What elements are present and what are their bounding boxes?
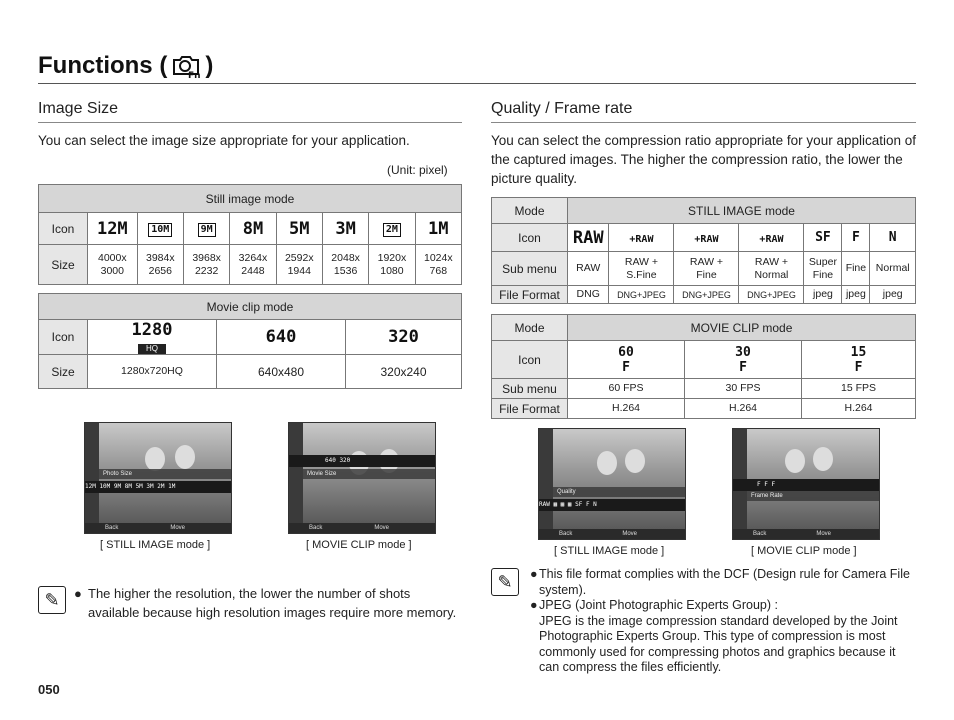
size-3m-icon: 3M bbox=[322, 213, 368, 245]
format-value: DNG bbox=[568, 286, 609, 304]
still-quality-table bbox=[491, 197, 916, 304]
raw-sfine-icon: +RAW bbox=[609, 224, 674, 252]
format-value: DNG+JPEG bbox=[739, 286, 804, 304]
quality-description: You can select the compression ratio appropriate for your application of the captured images. The higher the compression ratio, the lower the picture quality. bbox=[491, 133, 916, 186]
size-8m-icon: 8M bbox=[230, 213, 276, 245]
still-caption: [ STILL IMAGE mode ] bbox=[100, 539, 211, 551]
size-value: 1280x720HQ bbox=[88, 355, 217, 389]
move-label: Move bbox=[170, 525, 186, 531]
back-label: Back bbox=[753, 531, 767, 537]
still-caption: [ STILL IMAGE mode ] bbox=[554, 545, 665, 557]
movie-header: MOVIE CLIP mode bbox=[568, 315, 916, 341]
icons-row: 640 320 bbox=[289, 455, 435, 467]
submenu-value: Super Fine bbox=[804, 252, 842, 286]
submenu-label: Sub menu bbox=[492, 379, 568, 399]
camera-fn-icon bbox=[171, 53, 201, 79]
title-rule bbox=[38, 83, 916, 84]
submenu-value: RAW + S.Fine bbox=[609, 252, 674, 286]
superfine-icon: SF bbox=[804, 224, 842, 252]
format-value: jpeg bbox=[870, 286, 916, 304]
icon-label: Icon bbox=[39, 213, 88, 245]
submenu-value: 15 FPS bbox=[802, 379, 916, 399]
fps-15-icon: 15 F bbox=[802, 341, 916, 379]
unit-note: (Unit: pixel) bbox=[387, 163, 448, 177]
icon-label: Icon bbox=[492, 224, 568, 252]
move-label: Move bbox=[816, 531, 832, 537]
submenu-value: Fine bbox=[842, 252, 870, 286]
image-size-heading: Image Size bbox=[38, 100, 119, 117]
format-value: jpeg bbox=[842, 286, 870, 304]
submenu-label: Sub menu bbox=[492, 252, 568, 286]
size-value: 3264x 2448 bbox=[230, 245, 276, 285]
back-label: Back bbox=[309, 525, 323, 531]
submenu-value: RAW + Normal bbox=[739, 252, 804, 286]
page-title bbox=[38, 52, 213, 80]
icons-row: 12M 10M 9M 8M 5M 3M 2M 1M bbox=[85, 481, 231, 493]
note-icon: ✎ bbox=[38, 586, 66, 614]
movie-size-screen bbox=[288, 422, 436, 534]
image-size-description: You can select the image size appropriate for your application. bbox=[38, 133, 410, 148]
format-value: DNG+JPEG bbox=[674, 286, 739, 304]
back-label: Back bbox=[105, 525, 119, 531]
format-value: H.264 bbox=[685, 399, 802, 419]
format-label: File Format bbox=[492, 399, 568, 419]
raw-fine-icon: +RAW bbox=[674, 224, 739, 252]
submenu-value: Normal bbox=[870, 252, 916, 286]
format-value: H.264 bbox=[568, 399, 685, 419]
menu-label: Photo Size bbox=[99, 469, 231, 479]
submenu-value: RAW + Fine bbox=[674, 252, 739, 286]
fps-60-icon: 60 F bbox=[568, 341, 685, 379]
submenu-value: RAW bbox=[568, 252, 609, 286]
fps-30-icon: 30 F bbox=[685, 341, 802, 379]
size-12m-icon: 12M bbox=[88, 213, 138, 245]
size-2m-icon: 2M bbox=[369, 213, 415, 245]
page-number: 050 bbox=[38, 682, 60, 697]
right-notes: ● This file format complies with the DCF (Design rule for Camera File system). ● JPEG (Joint Photographic Experts Group) : JPEG is the image compression standard developed by the Joint Photographic Experts Group. This type of compression is most commonly used for compressing photos and graphics because it can compress the files efficiently. bbox=[530, 567, 910, 674]
size-value: 1920x 1080 bbox=[369, 245, 415, 285]
submenu-value: 60 FPS bbox=[568, 379, 685, 399]
format-value: H.264 bbox=[802, 399, 916, 419]
size-9m-icon: 9M bbox=[183, 213, 229, 245]
movie-320-icon: 320 bbox=[346, 320, 462, 355]
mode-label: Mode bbox=[492, 198, 568, 224]
still-quality-screen bbox=[538, 428, 686, 540]
size-value: 4000x 3000 bbox=[88, 245, 138, 285]
menu-label: Frame Rate bbox=[747, 491, 879, 501]
format-label: File Format bbox=[492, 286, 568, 304]
raw-normal-icon: +RAW bbox=[739, 224, 804, 252]
size-label: Size bbox=[39, 245, 88, 285]
size-value: 3984x 2656 bbox=[137, 245, 183, 285]
mode-label: Mode bbox=[492, 315, 568, 341]
icon-label: Icon bbox=[39, 320, 88, 355]
quality-icons-row: RAW ▦ ▦ ▦ SF F N bbox=[539, 499, 685, 511]
size-5m-icon: 5M bbox=[276, 213, 322, 245]
size-value: 640x480 bbox=[217, 355, 346, 389]
still-image-size-table bbox=[38, 184, 462, 285]
menu-label: Quality bbox=[553, 487, 685, 497]
raw-icon: RAW bbox=[568, 224, 609, 252]
movie-header: Movie clip mode bbox=[39, 294, 462, 320]
movie-1280-icon: 1280 HQ bbox=[88, 320, 217, 355]
still-header: Still image mode bbox=[39, 185, 462, 213]
size-value: 3968x 2232 bbox=[183, 245, 229, 285]
move-label: Move bbox=[374, 525, 390, 531]
format-value: jpeg bbox=[804, 286, 842, 304]
movie-640-icon: 640 bbox=[217, 320, 346, 355]
movie-size-table bbox=[38, 293, 462, 389]
movie-quality-table bbox=[491, 314, 916, 419]
movie-caption: [ MOVIE CLIP mode ] bbox=[751, 545, 857, 557]
size-value: 2592x 1944 bbox=[276, 245, 322, 285]
size-10m-icon: 10M bbox=[137, 213, 183, 245]
menu-label: Movie Size bbox=[303, 469, 435, 479]
quality-heading: Quality / Frame rate bbox=[491, 100, 633, 117]
framerate-icons-row: F F F bbox=[733, 479, 879, 491]
image-size-rule bbox=[38, 122, 462, 123]
size-label: Size bbox=[39, 355, 88, 389]
quality-rule bbox=[491, 122, 916, 123]
size-value: 2048x 1536 bbox=[322, 245, 368, 285]
note-icon: ✎ bbox=[491, 568, 519, 596]
size-1m-icon: 1M bbox=[415, 213, 461, 245]
format-value: DNG+JPEG bbox=[609, 286, 674, 304]
title-text: Functions ( bbox=[38, 52, 168, 79]
movie-caption: [ MOVIE CLIP mode ] bbox=[306, 539, 412, 551]
icon-label: Icon bbox=[492, 341, 568, 379]
left-note: ● The higher the resolution, the lower the number of shots available because high resolution images require more memory. bbox=[74, 586, 457, 620]
submenu-value: 30 FPS bbox=[685, 379, 802, 399]
movie-framerate-screen bbox=[732, 428, 880, 540]
size-value: 320x240 bbox=[346, 355, 462, 389]
title-suffix: ) bbox=[205, 52, 214, 79]
svg-text:Fn: Fn bbox=[188, 71, 201, 79]
normal-icon: N bbox=[870, 224, 916, 252]
size-value: 1024x 768 bbox=[415, 245, 461, 285]
still-header: STILL IMAGE mode bbox=[568, 198, 916, 224]
fine-icon: F bbox=[842, 224, 870, 252]
still-size-screen bbox=[84, 422, 232, 534]
move-label: Move bbox=[622, 531, 638, 537]
back-label: Back bbox=[559, 531, 573, 537]
